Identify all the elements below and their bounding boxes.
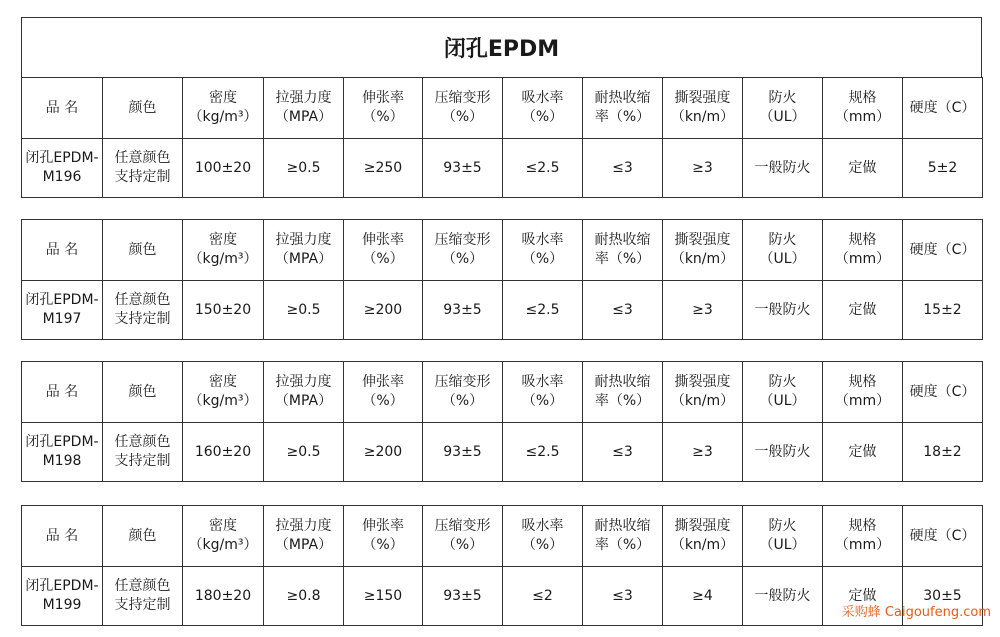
header-label: 品 名 — [45, 99, 79, 116]
header-label: 规格 （mm） — [834, 90, 891, 125]
header-label: 撕裂强度 （kn/m） — [670, 90, 735, 125]
header-cell-water-absorption — [503, 506, 583, 567]
header-label: 耐热收缩 率（%） — [594, 90, 651, 125]
header-cell-heat-shrink — [583, 220, 663, 281]
cell-value: 闭孔EPDM- M197 — [25, 292, 99, 327]
header-label: 规格 （mm） — [834, 232, 891, 267]
cell-value: 任意颜色 支持定制 — [114, 292, 171, 327]
cell-name — [22, 139, 103, 198]
cell-value: 一般防火 — [754, 587, 811, 604]
header-cell-compression — [423, 220, 503, 281]
cell-name — [22, 567, 103, 626]
header-label: 撕裂强度 （kn/m） — [670, 374, 735, 409]
cell-hardness — [903, 423, 983, 482]
header-cell-color — [103, 506, 183, 567]
cell-value: 任意颜色 支持定制 — [114, 434, 171, 469]
header-cell-density — [183, 220, 264, 281]
header-label: 硬度（C） — [909, 241, 976, 258]
cell-tensile — [264, 139, 344, 198]
cell-value: 5±2 — [927, 159, 958, 176]
header-label: 拉强力度 （MPA） — [274, 374, 333, 409]
header-cell-tear-strength — [663, 506, 743, 567]
cell-value: 93±5 — [443, 587, 482, 604]
cell-fire-rating — [743, 139, 823, 198]
cell-value: ≥150 — [363, 587, 403, 604]
cell-density — [183, 139, 264, 198]
header-cell-water-absorption — [503, 362, 583, 423]
header-label: 硬度（C） — [909, 527, 976, 544]
header-label: 压缩变形 （%） — [434, 232, 491, 267]
cell-value: 任意颜色 支持定制 — [114, 578, 171, 613]
header-label: 硬度（C） — [909, 99, 976, 116]
cell-value: 93±5 — [443, 443, 482, 460]
cell-elongation — [344, 281, 423, 340]
cell-heat-shrink — [583, 423, 663, 482]
cell-name — [22, 281, 103, 340]
header-label: 拉强力度 （MPA） — [274, 232, 333, 267]
header-label: 伸张率 （%） — [362, 232, 404, 267]
header-cell-name — [22, 78, 103, 139]
cell-value: 闭孔EPDM- M198 — [25, 434, 99, 469]
header-cell-specification — [823, 78, 903, 139]
header-label: 拉强力度 （MPA） — [274, 90, 333, 125]
header-cell-color — [103, 220, 183, 281]
header-label: 吸水率 （%） — [521, 232, 564, 267]
cell-value: 93±5 — [443, 301, 482, 318]
cell-tensile — [264, 281, 344, 340]
cell-density — [183, 567, 264, 626]
cell-value: ≤3 — [612, 443, 633, 460]
cell-elongation — [344, 423, 423, 482]
cell-value: 100±20 — [194, 159, 252, 176]
header-label: 吸水率 （%） — [521, 374, 564, 409]
header-label: 防火 （UL） — [759, 374, 806, 409]
table-row — [22, 139, 983, 198]
cell-hardness — [903, 281, 983, 340]
table-row — [22, 423, 983, 482]
cell-water-absorption — [503, 281, 583, 340]
header-cell-hardness — [903, 220, 983, 281]
cell-value: 闭孔EPDM- M199 — [25, 578, 99, 613]
cell-water-absorption — [503, 567, 583, 626]
header-label: 耐热收缩 率（%） — [594, 518, 651, 553]
header-label: 密度 （kg/m³） — [188, 232, 258, 267]
cell-heat-shrink — [583, 281, 663, 340]
header-cell-heat-shrink — [583, 362, 663, 423]
header-label: 防火 （UL） — [759, 90, 806, 125]
cell-fire-rating — [743, 567, 823, 626]
cell-value: ≥0.5 — [286, 443, 321, 460]
cell-value: 180±20 — [194, 587, 252, 604]
header-cell-compression — [423, 78, 503, 139]
cell-elongation — [344, 567, 423, 626]
header-label: 耐热收缩 率（%） — [594, 232, 651, 267]
cell-value: 150±20 — [194, 301, 252, 318]
header-label: 颜色 — [128, 527, 157, 544]
header-label: 品 名 — [45, 527, 79, 544]
cell-water-absorption — [503, 139, 583, 198]
cell-value: ≥0.5 — [286, 301, 321, 318]
header-row — [22, 78, 983, 139]
header-cell-name — [22, 220, 103, 281]
header-cell-density — [183, 506, 264, 567]
cell-compression — [423, 139, 503, 198]
cell-tear-strength — [663, 139, 743, 198]
cell-density — [183, 281, 264, 340]
cell-value: ≤2.5 — [525, 301, 560, 318]
header-label: 颜色 — [128, 99, 157, 116]
header-label: 硬度（C） — [909, 383, 976, 400]
header-label: 压缩变形 （%） — [434, 374, 491, 409]
cell-tensile — [264, 567, 344, 626]
header-cell-compression — [423, 362, 503, 423]
header-cell-tensile — [264, 362, 344, 423]
cell-value: ≤3 — [612, 587, 633, 604]
cell-density — [183, 423, 264, 482]
table-row — [22, 281, 983, 340]
document-title: 闭孔EPDM — [21, 17, 982, 77]
cell-hardness — [903, 139, 983, 198]
header-cell-specification — [823, 506, 903, 567]
cell-value: 闭孔EPDM- M196 — [25, 150, 99, 185]
header-cell-name — [22, 362, 103, 423]
cell-value: ≥200 — [363, 301, 403, 318]
cell-value: ≤2.5 — [525, 159, 560, 176]
cell-fire-rating — [743, 423, 823, 482]
cell-compression — [423, 281, 503, 340]
header-label: 品 名 — [45, 383, 79, 400]
header-label: 密度 （kg/m³） — [188, 518, 258, 553]
header-cell-name — [22, 506, 103, 567]
header-label: 规格 （mm） — [834, 374, 891, 409]
header-label: 伸张率 （%） — [362, 374, 404, 409]
header-cell-specification — [823, 362, 903, 423]
header-cell-hardness — [903, 506, 983, 567]
header-label: 防火 （UL） — [759, 518, 806, 553]
header-cell-elongation — [344, 220, 423, 281]
cell-tear-strength — [663, 567, 743, 626]
cell-value: 15±2 — [923, 301, 962, 318]
header-cell-elongation — [344, 78, 423, 139]
cell-value: 30±5 — [923, 587, 962, 604]
cell-value: ≤2 — [532, 587, 553, 604]
cell-value: 定做 — [848, 587, 877, 604]
cell-color — [103, 567, 183, 626]
header-cell-heat-shrink — [583, 506, 663, 567]
cell-color — [103, 281, 183, 340]
header-label: 防火 （UL） — [759, 232, 806, 267]
header-label: 规格 （mm） — [834, 518, 891, 553]
cell-heat-shrink — [583, 139, 663, 198]
watermark: 采购蜂 Caigoufeng.com — [841, 605, 991, 620]
header-row — [22, 362, 983, 423]
header-label: 撕裂强度 （kn/m） — [670, 232, 735, 267]
header-cell-specification — [823, 220, 903, 281]
header-cell-elongation — [344, 506, 423, 567]
cell-value: 18±2 — [923, 443, 962, 460]
header-cell-density — [183, 78, 264, 139]
header-cell-heat-shrink — [583, 78, 663, 139]
spec-table — [21, 361, 983, 482]
header-cell-color — [103, 78, 183, 139]
header-label: 压缩变形 （%） — [434, 90, 491, 125]
header-label: 吸水率 （%） — [521, 90, 564, 125]
header-label: 品 名 — [45, 241, 79, 258]
header-label: 颜色 — [128, 241, 157, 258]
cell-value: 一般防火 — [754, 301, 811, 318]
header-cell-fire-rating — [743, 220, 823, 281]
cell-heat-shrink — [583, 567, 663, 626]
cell-water-absorption — [503, 423, 583, 482]
cell-value: ≥3 — [692, 159, 713, 176]
header-row — [22, 220, 983, 281]
cell-value: 93±5 — [443, 159, 482, 176]
cell-value: 一般防火 — [754, 443, 811, 460]
header-row — [22, 506, 983, 567]
header-cell-color — [103, 362, 183, 423]
cell-value: ≤2.5 — [525, 443, 560, 460]
cell-specification — [823, 281, 903, 340]
cell-value: 160±20 — [194, 443, 252, 460]
header-label: 吸水率 （%） — [521, 518, 564, 553]
header-cell-hardness — [903, 362, 983, 423]
cell-specification — [823, 423, 903, 482]
cell-value: ≥0.5 — [286, 159, 321, 176]
header-label: 伸张率 （%） — [362, 90, 404, 125]
cell-value: 一般防火 — [754, 159, 811, 176]
cell-elongation — [344, 139, 423, 198]
header-cell-tear-strength — [663, 220, 743, 281]
header-label: 耐热收缩 率（%） — [594, 374, 651, 409]
header-cell-fire-rating — [743, 78, 823, 139]
header-cell-elongation — [344, 362, 423, 423]
header-label: 拉强力度 （MPA） — [274, 518, 333, 553]
cell-value: ≥200 — [363, 443, 403, 460]
cell-value: ≥0.8 — [286, 587, 321, 604]
cell-fire-rating — [743, 281, 823, 340]
header-cell-hardness — [903, 78, 983, 139]
cell-value: ≤3 — [612, 159, 633, 176]
cell-value: 定做 — [848, 159, 877, 176]
cell-tear-strength — [663, 281, 743, 340]
header-cell-tear-strength — [663, 78, 743, 139]
cell-tensile — [264, 423, 344, 482]
header-cell-water-absorption — [503, 78, 583, 139]
table-row — [22, 567, 983, 626]
cell-value: ≤3 — [612, 301, 633, 318]
header-cell-tensile — [264, 78, 344, 139]
cell-compression — [423, 423, 503, 482]
header-cell-tensile — [264, 506, 344, 567]
header-label: 伸张率 （%） — [362, 518, 404, 553]
header-label: 压缩变形 （%） — [434, 518, 491, 553]
header-cell-water-absorption — [503, 220, 583, 281]
header-cell-density — [183, 362, 264, 423]
cell-value: ≥4 — [692, 587, 713, 604]
cell-name — [22, 423, 103, 482]
header-label: 颜色 — [128, 383, 157, 400]
header-label: 撕裂强度 （kn/m） — [670, 518, 735, 553]
spec-table — [21, 219, 983, 340]
cell-compression — [423, 567, 503, 626]
header-cell-compression — [423, 506, 503, 567]
cell-value: ≥3 — [692, 301, 713, 318]
header-label: 密度 （kg/m³） — [188, 90, 258, 125]
header-label: 密度 （kg/m³） — [188, 374, 258, 409]
cell-value: 任意颜色 支持定制 — [114, 150, 171, 185]
spec-table — [21, 77, 983, 198]
cell-color — [103, 139, 183, 198]
spec-table — [21, 505, 983, 626]
cell-color — [103, 423, 183, 482]
cell-value: ≥250 — [363, 159, 403, 176]
header-cell-tear-strength — [663, 362, 743, 423]
cell-value: 定做 — [848, 301, 877, 318]
header-cell-fire-rating — [743, 506, 823, 567]
header-cell-fire-rating — [743, 362, 823, 423]
cell-value: 定做 — [848, 443, 877, 460]
header-cell-tensile — [264, 220, 344, 281]
cell-value: ≥3 — [692, 443, 713, 460]
cell-specification — [823, 139, 903, 198]
cell-tear-strength — [663, 423, 743, 482]
